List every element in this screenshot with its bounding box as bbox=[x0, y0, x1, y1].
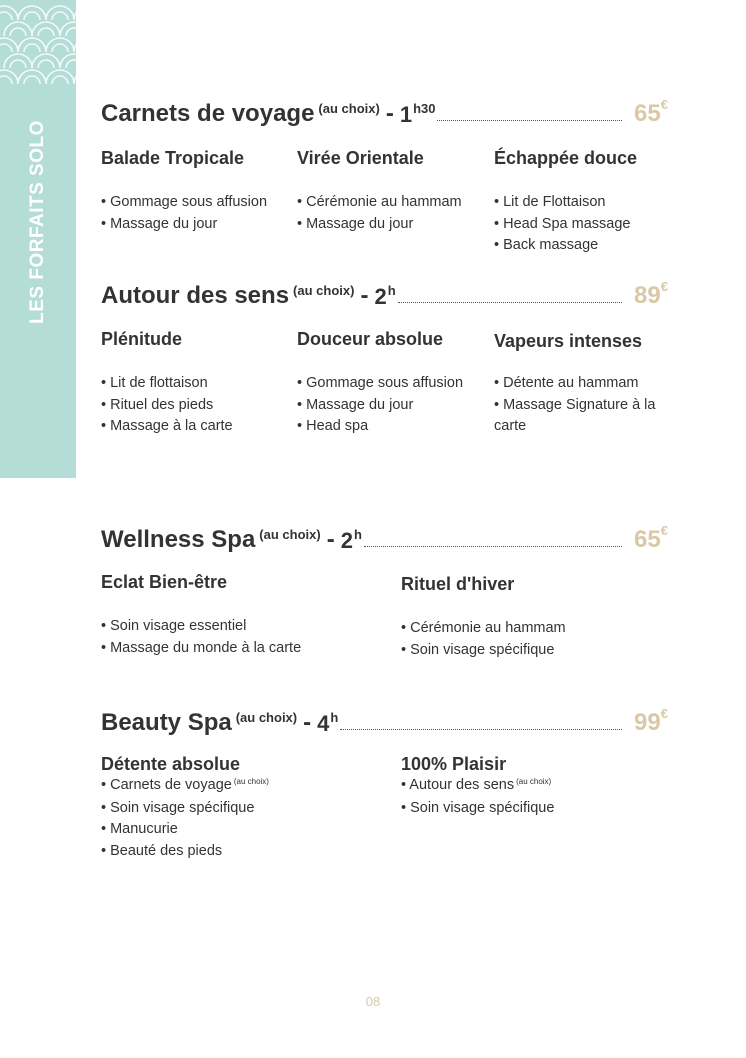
list-item-text: • Autour des sens bbox=[401, 777, 515, 793]
option-items bbox=[401, 618, 681, 661]
section-title-beauty-spa bbox=[101, 697, 670, 737]
option-items bbox=[494, 192, 684, 257]
option-title: Virée Orientale bbox=[297, 148, 424, 168]
price-value: 65 bbox=[634, 100, 661, 127]
list-item: • Head Spa massage bbox=[494, 215, 631, 232]
price-value: 65 bbox=[634, 526, 661, 553]
list-item: • Massage Signature à la carte bbox=[494, 396, 656, 434]
option-detente-absolue bbox=[101, 754, 381, 862]
dotted-leader bbox=[398, 302, 622, 303]
price-value: 89 bbox=[634, 282, 661, 309]
section-duration: 1 bbox=[399, 102, 413, 127]
list-item: • Back massage bbox=[494, 237, 599, 253]
section-title-autour-des-sens bbox=[101, 270, 670, 310]
list-item: • Soin visage spécifique bbox=[401, 641, 555, 658]
option-items bbox=[101, 775, 381, 862]
option-title: Détente absolue bbox=[101, 754, 241, 774]
list-item: • Manucurie bbox=[101, 821, 178, 837]
list-item: • Massage du jour bbox=[101, 215, 218, 232]
option-items bbox=[297, 192, 487, 235]
option-title: 100% Plaisir bbox=[401, 754, 507, 774]
option-items bbox=[101, 373, 291, 438]
option-vapeurs-intenses bbox=[494, 331, 670, 438]
price-currency: € bbox=[660, 97, 668, 112]
list-item: • Cérémonie au hammam bbox=[297, 194, 462, 210]
list-item: • Soin visage spécifique bbox=[101, 799, 255, 816]
section-name: Beauty Spa bbox=[101, 709, 232, 736]
wave-pattern-icon bbox=[0, 0, 76, 100]
list-item-text: • Carnets de voyage bbox=[101, 777, 232, 793]
section-duration: 2 bbox=[340, 528, 353, 553]
dotted-leader bbox=[437, 120, 622, 121]
section-duration: 4 bbox=[317, 711, 330, 736]
list-item bbox=[101, 775, 381, 798]
option-items bbox=[101, 192, 291, 235]
list-item-note: (au choix) bbox=[516, 777, 552, 786]
option-balade-tropicale bbox=[101, 148, 291, 235]
section-note: (au choix) bbox=[235, 710, 298, 725]
section-duration: 2 bbox=[374, 284, 387, 309]
option-plenitude bbox=[101, 329, 291, 438]
option-echappee-douce bbox=[494, 148, 684, 257]
section-name: Autour des sens bbox=[101, 282, 290, 309]
price-value: 99 bbox=[634, 709, 661, 736]
option-title: Rituel d'hiver bbox=[401, 574, 515, 594]
list-item: • Gommage sous affusion bbox=[101, 194, 268, 210]
section-name: Carnets de voyage bbox=[101, 100, 315, 127]
option-viree-orientale bbox=[297, 148, 487, 235]
option-title: Douceur absolue bbox=[297, 329, 444, 349]
list-item: • Beauté des pieds bbox=[101, 842, 223, 859]
dotted-leader bbox=[340, 729, 622, 730]
list-item: • Lit de Flottaison bbox=[494, 194, 606, 210]
section-separator: - bbox=[303, 709, 312, 736]
section-name: Wellness Spa bbox=[101, 526, 256, 553]
section-price bbox=[634, 706, 670, 737]
option-douceur-absolue bbox=[297, 329, 487, 438]
section-separator: - bbox=[360, 282, 369, 309]
section-duration-sup: h bbox=[387, 283, 396, 298]
option-items bbox=[297, 373, 487, 438]
option-100-plaisir bbox=[401, 754, 681, 819]
section-price bbox=[634, 279, 670, 310]
page-number: 08 bbox=[365, 994, 381, 1009]
section-duration-sup: h30 bbox=[413, 101, 436, 116]
sidebar-band bbox=[0, 0, 76, 478]
list-item: • Détente au hammam bbox=[494, 375, 639, 391]
list-item: • Lit de flottaison bbox=[101, 375, 208, 391]
section-separator: - bbox=[326, 526, 335, 553]
list-item: • Massage du jour bbox=[297, 396, 414, 413]
sidebar-label: LES FORFAITS SOLO bbox=[27, 120, 48, 324]
section-price bbox=[634, 523, 670, 554]
list-item: • Soin visage spécifique bbox=[401, 799, 555, 816]
section-note: (au choix) bbox=[318, 101, 380, 116]
section-price bbox=[634, 97, 670, 128]
price-currency: € bbox=[660, 706, 668, 721]
section-note: (au choix) bbox=[293, 283, 355, 298]
list-item: • Head spa bbox=[297, 418, 369, 434]
option-title: Eclat Bien-être bbox=[101, 572, 228, 592]
list-item-note: (au choix) bbox=[233, 777, 269, 786]
section-duration-sup: h bbox=[353, 527, 362, 542]
price-currency: € bbox=[660, 523, 668, 538]
dotted-leader bbox=[364, 546, 622, 547]
option-items bbox=[101, 616, 381, 659]
list-item: • Cérémonie au hammam bbox=[401, 620, 566, 636]
list-item: • Massage du monde à la carte bbox=[101, 639, 302, 656]
list-item bbox=[401, 775, 681, 798]
option-title: Vapeurs intenses bbox=[494, 331, 643, 351]
option-items bbox=[494, 373, 670, 438]
section-separator: - bbox=[385, 100, 394, 127]
section-note: (au choix) bbox=[259, 527, 321, 542]
section-title-wellness-spa bbox=[101, 514, 670, 554]
price-currency: € bbox=[660, 279, 668, 294]
list-item: • Rituel des pieds bbox=[101, 396, 214, 413]
section-title-carnets bbox=[101, 88, 670, 128]
list-item: • Soin visage essentiel bbox=[101, 618, 247, 634]
list-item: • Massage du jour bbox=[297, 215, 414, 232]
list-item: • Massage à la carte bbox=[101, 418, 233, 434]
option-title: Échappée douce bbox=[494, 148, 638, 168]
option-title: Balade Tropicale bbox=[101, 148, 245, 168]
list-item: • Gommage sous affusion bbox=[297, 375, 464, 391]
option-title: Plénitude bbox=[101, 329, 183, 349]
option-items bbox=[401, 775, 681, 819]
option-rituel-d-hiver bbox=[401, 574, 681, 661]
section-duration-sup: h bbox=[330, 710, 339, 725]
option-eclat-bien-etre bbox=[101, 572, 381, 659]
